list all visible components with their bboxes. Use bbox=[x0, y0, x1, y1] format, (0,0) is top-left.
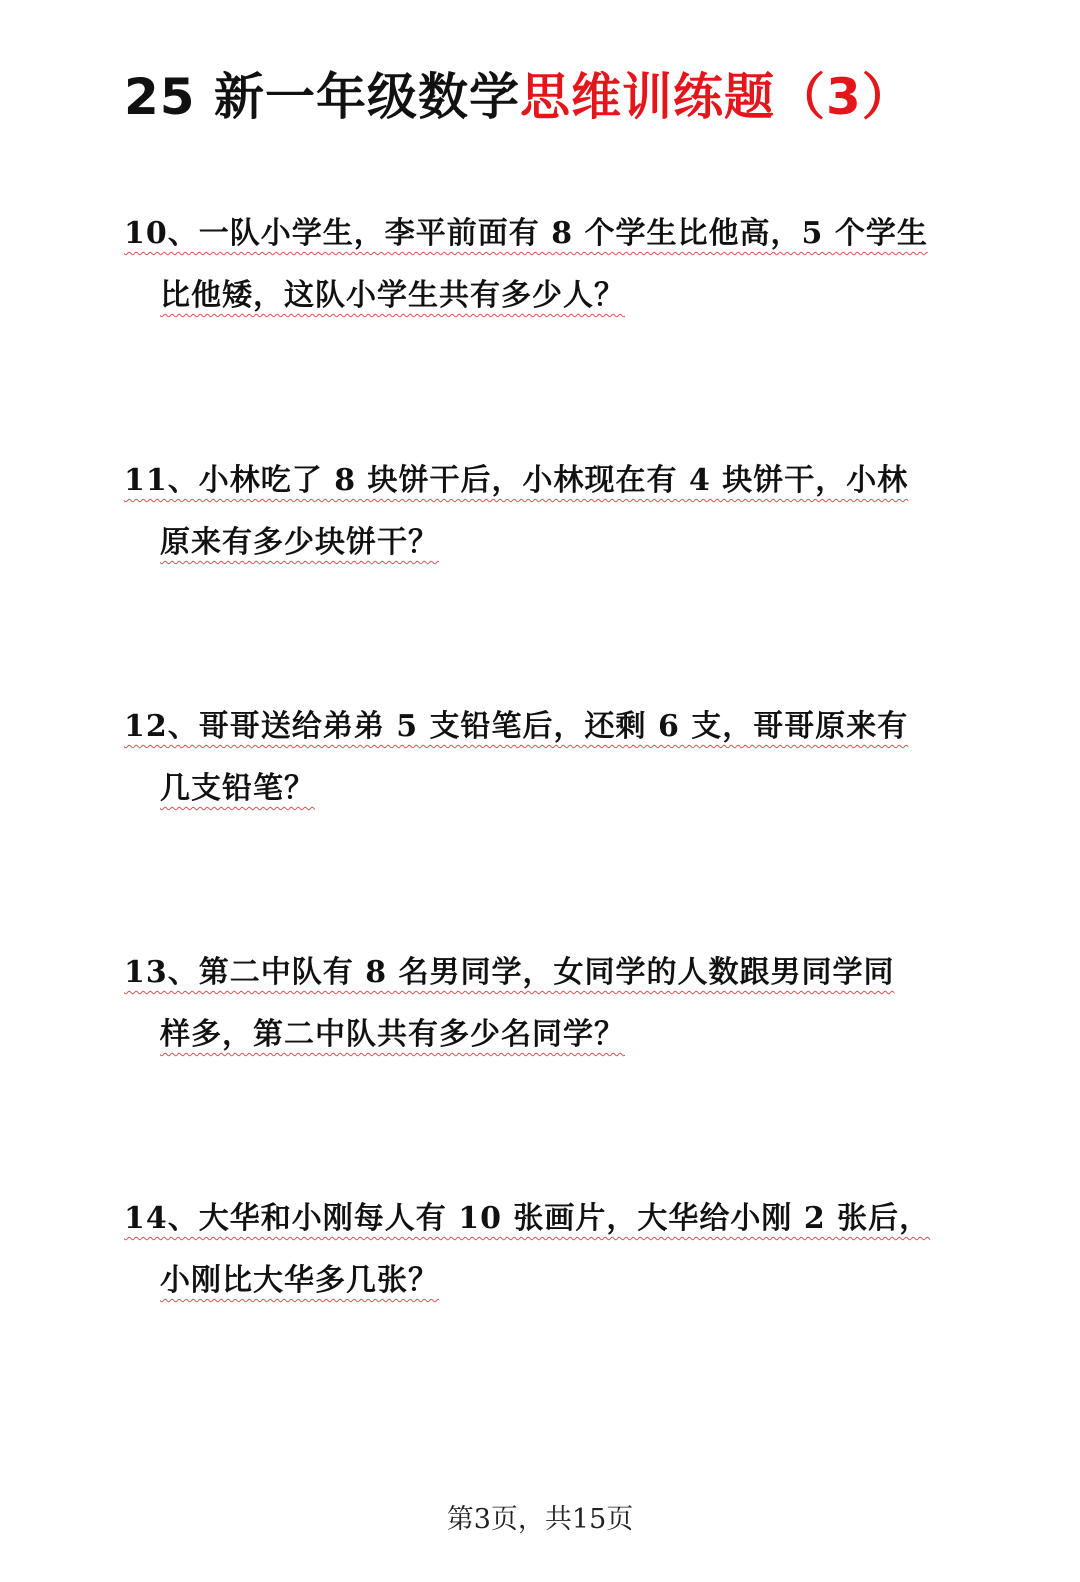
question-10-line-1: 10、一队小学生，李平前面有 8 个学生比他高，5 个学生 bbox=[124, 216, 928, 251]
page-number-footer: 第3页，共15页 bbox=[446, 1504, 634, 1535]
title-red-part: 思维训练题（3） bbox=[520, 68, 913, 126]
question-13 bbox=[124, 942, 954, 1066]
question-11 bbox=[124, 450, 954, 574]
title-black-part: 25 新一年级数学 bbox=[124, 68, 520, 126]
question-13-line-2: 样多，第二中队共有多少名同学？ bbox=[160, 1017, 625, 1052]
question-11-line-2: 原来有多少块饼干？ bbox=[160, 525, 439, 560]
question-10-line-2: 比他矮，这队小学生共有多少人？ bbox=[160, 278, 625, 313]
question-12 bbox=[124, 696, 954, 820]
page-title bbox=[124, 62, 913, 132]
question-14-line-1: 14、大华和小刚每人有 10 张画片，大华给小刚 2 张后， bbox=[124, 1201, 931, 1236]
question-11-line-1: 11、小林吃了 8 块饼干后，小林现在有 4 块饼干，小林 bbox=[124, 463, 909, 498]
question-12-line-2: 几支铅笔？ bbox=[160, 771, 315, 806]
question-14-line-2: 小刚比大华多几张？ bbox=[160, 1263, 439, 1298]
question-14 bbox=[124, 1188, 954, 1312]
question-12-line-1: 12、哥哥送给弟弟 5 支铅笔后，还剩 6 支，哥哥原来有 bbox=[124, 709, 909, 744]
question-10 bbox=[124, 203, 954, 327]
question-13-line-1: 13、第二中队有 8 名男同学，女同学的人数跟男同学同 bbox=[124, 955, 895, 990]
